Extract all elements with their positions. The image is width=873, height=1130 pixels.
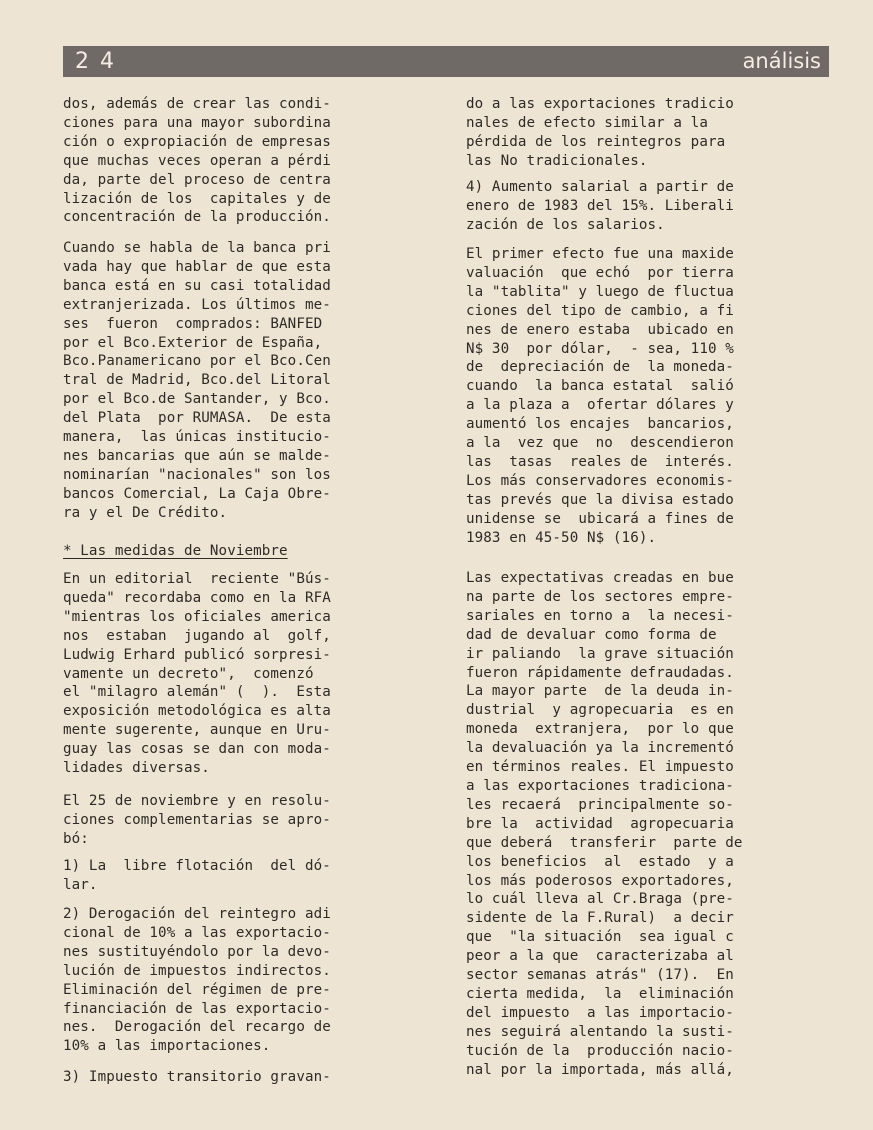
right-column <box>466 0 743 1078</box>
right-paragraph-2: 4) Aumento salarial a partir de enero de 1983 del 15%. Liberali zación de los salarios. <box>466 179 734 233</box>
left-paragraph-1: dos, además de crear las condi- ciones para una mayor subordina ción o expropiación de empresas que muchas veces operan a pérdi da, parte del proceso de centra lización de los capitales y de concentración de la producción. <box>63 96 331 226</box>
page-header-bar <box>63 46 829 77</box>
right-paragraph-3: El primer efecto fue una maxide valuación que echó por tierra la "tablita" y luego de fluctua ciones del tipo de cambio, a fi nes de enero estaba ubicado en N$ 30 por dólar, - sea, 110 % de depreciación de la moneda- cuando la banca estatal salió a la plaza a ofertar dólares y aumentó los encajes bancarios, a la vez que no descendieron las tasas reales de interés. Los más conservadores economis- tas prevés que la divisa estado unidense se ubicará a fines de 1983 en 45-50 N$ (16). <box>466 246 734 546</box>
left-paragraph-2: Cuando se habla de la banca pri vada hay que hablar de que esta banca está en su casi totalidad extranjerizada. Los últimos me- ses fueron comprados: BANFED por el Bco.Exterior de España, Bco.Panamericano por el Bco.Cen tral de Madrid, Bco.del Litoral por el Bco.de Santander, y Bco. del Plata por RUMASA. De esta manera, las únicas institucio- nes bancarias que aún se malde- nominarían "nacionales" son los bancos Comercial, La Caja Obre- ra y el De Crédito. <box>63 240 331 521</box>
page-number: 2 4 <box>75 49 116 74</box>
left-paragraph-4: El 25 de noviembre y en resolu- ciones complementarias se apro- bó: <box>63 793 331 847</box>
left-paragraph-5: 1) La libre flotación del dó- lar. <box>63 858 331 893</box>
left-paragraph-3: En un editorial reciente "Bús- queda" recordaba como en la RFA "mientras los oficiales america nos estaban jugando al golf, Ludwig Erhard publicó sorpresi- vamente un decreto", comenzó el "milagro alemán" ( ). Esta exposición metodológica es alta mente sugerente, aunque en Uru- guay las cosas se dan con moda- lidades diversas. <box>63 571 331 777</box>
right-paragraph-4: Las expectativas creadas en bue na parte de los sectores empre- sariales en torno a la necesi- dad de devaluar como forma de ir paliando la grave situación fueron rápidamente defraudadas. La mayor parte de la deuda in- dustrial y agropecuaria es en moneda extranjera, por lo que la devaluación ya la incrementó en términos reales. El impuesto a las exportaciones tradiciona- les recaerá principalmente so- bre la actividad agropecuaria que deberá transferir parte de los beneficios al estado y a los más poderosos exportadores, lo cuál lleva al Cr.Braga (pre- sidente de la F.Rural) a decir que "la situación sea igual c peor a la que caracterizaba al sector semanas atrás" (17). En cierta medida, la eliminación del impuesto a las importacio- nes seguirá alentando la susti- tución de la producción nacio- nal por la importada, más allá, <box>466 570 743 1078</box>
left-paragraph-6: 2) Derogación del reintegro adi cional de 10% a las exportacio- nes sustituyéndolo por la devo- lución de impuestos indirectos. Eliminación del régimen de pre- financiación de las exportacio- nes. Derogación del recargo de 10% a las importaciones. <box>63 906 331 1055</box>
section-subheading: * Las medidas de Noviembre <box>63 543 288 559</box>
section-title: análisis <box>742 49 821 73</box>
right-paragraph-1: do a las exportaciones tradicio nales de efecto similar a la pérdida de los reintegros para las No tradicionales. <box>466 96 734 169</box>
left-paragraph-7: 3) Impuesto transitorio gravan- <box>63 1069 331 1085</box>
